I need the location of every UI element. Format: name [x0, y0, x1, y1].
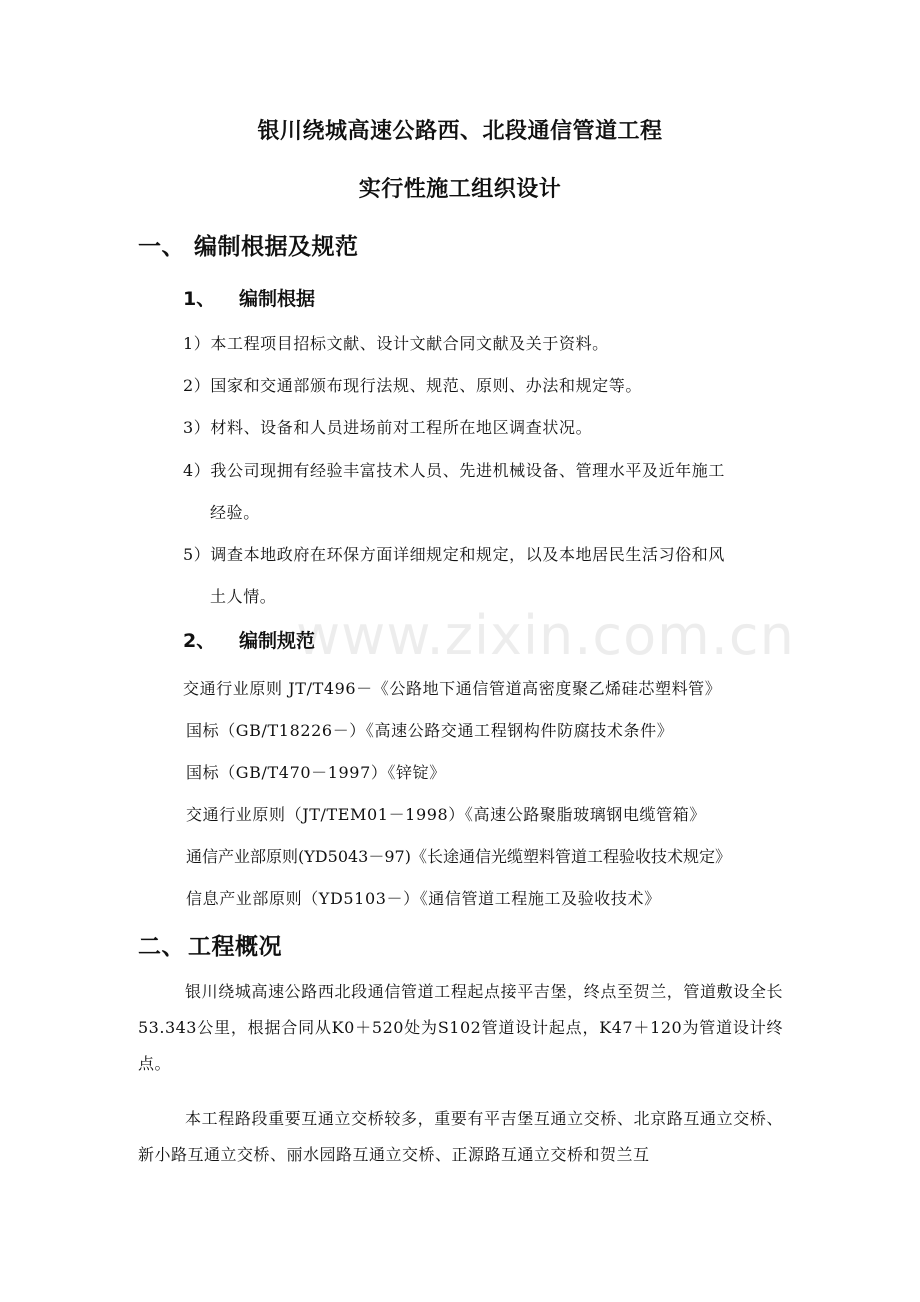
section-1-number: 一、	[138, 234, 185, 260]
standard-item-3: 国标（GB/T470－1997）《锌锭》	[186, 763, 446, 782]
basis-item-4: 4）我公司现拥有经验丰富技术人员、先进机械设备、管理水平及近年施工	[183, 461, 725, 480]
section-1-title: 编制根据及规范	[194, 234, 359, 260]
standard-item-4: 交通行业原则（JT/TEM01－1998）《高速公路聚脂玻璃钢电缆管箱》	[186, 805, 706, 824]
basis-item-5: 5）调查本地政府在环保方面详细规定和规定，以及本地居民生活习俗和风	[183, 545, 725, 564]
subsection-1-heading	[183, 284, 315, 311]
subsection-2-number: 2、	[183, 630, 216, 652]
basis-item-2: 2）国家和交通部颁布现行法规、规范、原则、办法和规定等。	[183, 376, 642, 395]
overview-paragraph-1: 银川绕城高速公路西北段通信管道工程起点接平吉堡，终点至贺兰，管道敷设全长53.343公里，根据合同从K0＋520处为S102管道设计起点，K47＋120为管道设计终点。	[138, 982, 783, 1073]
basis-item-1: 1）本工程项目招标文献、设计文献合同文献及关于资料。	[183, 334, 609, 353]
subsection-1-title: 编制根据	[239, 288, 316, 310]
overview-paragraph-2: 本工程路段重要互通立交桥较多，重要有平吉堡互通立交桥、北京路互通立交桥、新小路互通立交桥、丽水园路互通立交桥、正源路互通立交桥和贺兰互	[138, 1109, 783, 1164]
watermark: www.zixin.com.cn	[296, 604, 795, 667]
subsection-2-title: 编制规范	[239, 630, 316, 652]
basis-item-3: 3）材料、设备和人员进场前对工程所在地区调查状况。	[183, 418, 593, 437]
section-1-heading	[138, 228, 359, 261]
subsection-2-heading	[183, 626, 315, 653]
standard-item-5: 通信产业部原则(YD5043－97)《长途通信光缆塑料管道工程验收技术规定》	[186, 847, 731, 866]
subsection-1-number: 1、	[183, 288, 216, 310]
standard-item-6: 信息产业部原则（YD5103－）《通信管道工程施工及验收技术》	[186, 889, 661, 908]
section-2-heading	[138, 928, 282, 961]
document-title: 银川绕城高速公路西、北段通信管道工程	[257, 119, 663, 144]
basis-item-5-cont: 土人情。	[210, 587, 277, 606]
section-2-number: 二、	[138, 934, 185, 960]
standard-item-2: 国标（GB/T18226－）《高速公路交通工程钢构件防腐技术条件》	[186, 721, 674, 740]
standard-item-1: 交通行业原则 JT/T496－《公路地下通信管道高密度聚乙烯硅芯塑料管》	[183, 679, 722, 698]
basis-item-4-cont: 经验。	[210, 503, 260, 522]
section-2-title: 工程概况	[188, 934, 282, 960]
document-subtitle: 实行性施工组织设计	[358, 177, 562, 202]
